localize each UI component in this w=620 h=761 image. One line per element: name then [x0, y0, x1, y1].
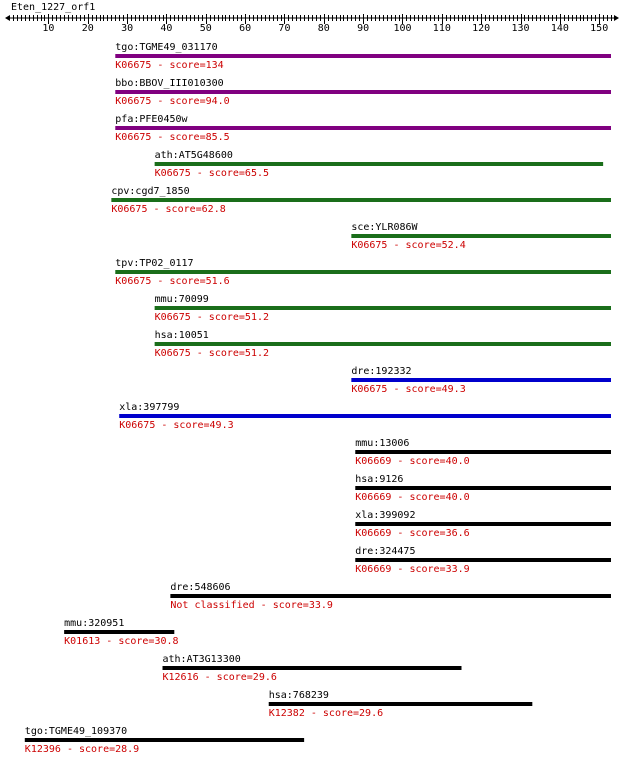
- axis-tick-label: 50: [199, 23, 212, 34]
- axis-tick-label: 60: [239, 23, 252, 34]
- axis-arrow-left: [5, 15, 10, 21]
- hit-bar[interactable]: [355, 522, 611, 526]
- hit-bar[interactable]: [64, 630, 174, 634]
- hit-score-label[interactable]: K06675 - score=52.4: [351, 240, 466, 251]
- hit-row[interactable]: [25, 726, 304, 755]
- hit-score-label[interactable]: K06669 - score=40.0: [355, 492, 470, 503]
- hit-bar[interactable]: [269, 702, 533, 706]
- hit-bar[interactable]: [115, 54, 611, 58]
- hit-gene-label[interactable]: hsa:10051: [154, 330, 209, 341]
- hit-bar[interactable]: [25, 738, 304, 742]
- hit-score-label[interactable]: K06675 - score=51.6: [115, 276, 230, 287]
- hit-score-label[interactable]: K06675 - score=49.3: [351, 384, 466, 395]
- hit-row[interactable]: [355, 546, 611, 575]
- hit-bar[interactable]: [163, 666, 462, 670]
- axis-tick-label: 40: [160, 23, 173, 34]
- hit-bar[interactable]: [155, 162, 604, 166]
- axis-tick-label: 100: [393, 23, 412, 34]
- hit-score-label[interactable]: K06675 - score=65.5: [154, 168, 270, 179]
- hit-row[interactable]: [269, 690, 533, 719]
- hit-gene-label[interactable]: mmu:70099: [154, 294, 209, 305]
- hit-gene-label[interactable]: xla:397799: [119, 402, 180, 413]
- axis-tick-label: 30: [121, 23, 134, 34]
- hit-score-label[interactable]: K06675 - score=51.2: [154, 348, 270, 359]
- hit-gene-label[interactable]: bbo:BBOV_III010300: [115, 78, 224, 89]
- axis-tick-label: 70: [278, 23, 291, 34]
- hit-score-label[interactable]: K12382 - score=29.6: [268, 708, 384, 719]
- axis-tick-label: 110: [432, 23, 451, 34]
- axis-arrow-right: [614, 15, 619, 21]
- hit-score-label[interactable]: K12396 - score=28.9: [24, 744, 140, 755]
- hit-row[interactable]: [155, 294, 611, 323]
- hit-bar[interactable]: [351, 234, 611, 238]
- axis-tick-label: 120: [472, 23, 491, 34]
- axis-tick-label: 130: [511, 23, 530, 34]
- hit-gene-label[interactable]: dre:192332: [351, 366, 412, 377]
- hit-gene-label[interactable]: pfa:PFE0450w: [115, 114, 188, 125]
- hit-bar[interactable]: [355, 450, 611, 454]
- hit-row[interactable]: [115, 42, 611, 71]
- axis-tick-label: 150: [590, 23, 609, 34]
- hit-gene-label[interactable]: ath:AT3G13300: [162, 654, 241, 665]
- position-axis: [5, 14, 619, 34]
- hit-row[interactable]: [119, 402, 611, 431]
- hit-row[interactable]: [170, 582, 611, 611]
- hit-row[interactable]: [355, 438, 611, 467]
- hit-gene-label[interactable]: mmu:13006: [355, 438, 410, 449]
- hit-score-label[interactable]: K06675 - score=62.8: [111, 204, 226, 215]
- hit-bar[interactable]: [155, 306, 611, 310]
- hit-bar[interactable]: [170, 594, 611, 598]
- hit-bar[interactable]: [115, 90, 611, 94]
- hit-row[interactable]: [115, 258, 611, 287]
- hit-score-label[interactable]: K12616 - score=29.6: [162, 672, 277, 683]
- hit-row[interactable]: [355, 474, 611, 503]
- hit-gene-label[interactable]: tpv:TP02_0117: [115, 258, 194, 269]
- hit-gene-label[interactable]: mmu:320951: [64, 618, 125, 629]
- hit-bar[interactable]: [115, 270, 611, 274]
- hit-bar[interactable]: [355, 486, 611, 490]
- hit-score-label[interactable]: K06669 - score=40.0: [355, 456, 470, 467]
- hit-bar[interactable]: [119, 414, 611, 418]
- hit-row[interactable]: [64, 618, 178, 647]
- hit-gene-label[interactable]: dre:324475: [355, 546, 416, 557]
- hit-score-label[interactable]: K06675 - score=49.3: [119, 420, 234, 431]
- axis-tick-label: 20: [81, 23, 94, 34]
- axis-tick-label: 10: [42, 23, 55, 34]
- hit-row[interactable]: [155, 150, 604, 179]
- hit-score-label[interactable]: K06675 - score=51.2: [154, 312, 270, 323]
- axis-tick-label: 80: [317, 23, 330, 34]
- hit-bar[interactable]: [155, 342, 611, 346]
- hit-gene-label[interactable]: hsa:9126: [355, 474, 404, 485]
- hit-score-label[interactable]: K01613 - score=30.8: [64, 636, 179, 647]
- hit-score-label[interactable]: K06669 - score=36.6: [355, 528, 470, 539]
- hit-row[interactable]: [111, 186, 611, 215]
- hit-score-label[interactable]: K06669 - score=33.9: [355, 564, 470, 575]
- hit-score-label[interactable]: K06675 - score=94.0: [115, 96, 230, 107]
- hit-gene-label[interactable]: ath:AT5G48600: [154, 150, 233, 161]
- hit-gene-label[interactable]: tgo:TGME49_031170: [115, 42, 218, 53]
- hit-gene-label[interactable]: sce:YLR086W: [351, 222, 418, 233]
- hit-bar[interactable]: [111, 198, 611, 202]
- hit-bar[interactable]: [115, 126, 611, 130]
- hit-bar[interactable]: [351, 378, 611, 382]
- hit-row[interactable]: [163, 654, 462, 683]
- hit-score-label[interactable]: K06675 - score=85.5: [115, 132, 230, 143]
- query-title: Eten_1227_orf1: [11, 2, 96, 13]
- hit-gene-label[interactable]: hsa:768239: [268, 690, 329, 701]
- hit-gene-label[interactable]: dre:548606: [170, 582, 231, 593]
- hit-row[interactable]: [115, 78, 611, 107]
- axis-tick-label: 140: [550, 23, 569, 34]
- hit-row[interactable]: [351, 366, 611, 395]
- hit-score-label[interactable]: Not classified - score=33.9: [170, 600, 333, 611]
- hit-list: [25, 42, 611, 755]
- hit-gene-label[interactable]: tgo:TGME49_109370: [24, 726, 128, 737]
- hit-gene-label[interactable]: xla:399092: [355, 510, 416, 521]
- hit-row[interactable]: [155, 330, 611, 359]
- hit-gene-label[interactable]: cpv:cgd7_1850: [111, 186, 190, 197]
- hit-bar[interactable]: [355, 558, 611, 562]
- axis-tick-label: 90: [357, 23, 370, 34]
- hit-row[interactable]: [355, 510, 611, 539]
- hit-row[interactable]: [115, 114, 611, 143]
- hit-row[interactable]: [351, 222, 611, 251]
- hit-score-label[interactable]: K06675 - score=134: [115, 60, 224, 71]
